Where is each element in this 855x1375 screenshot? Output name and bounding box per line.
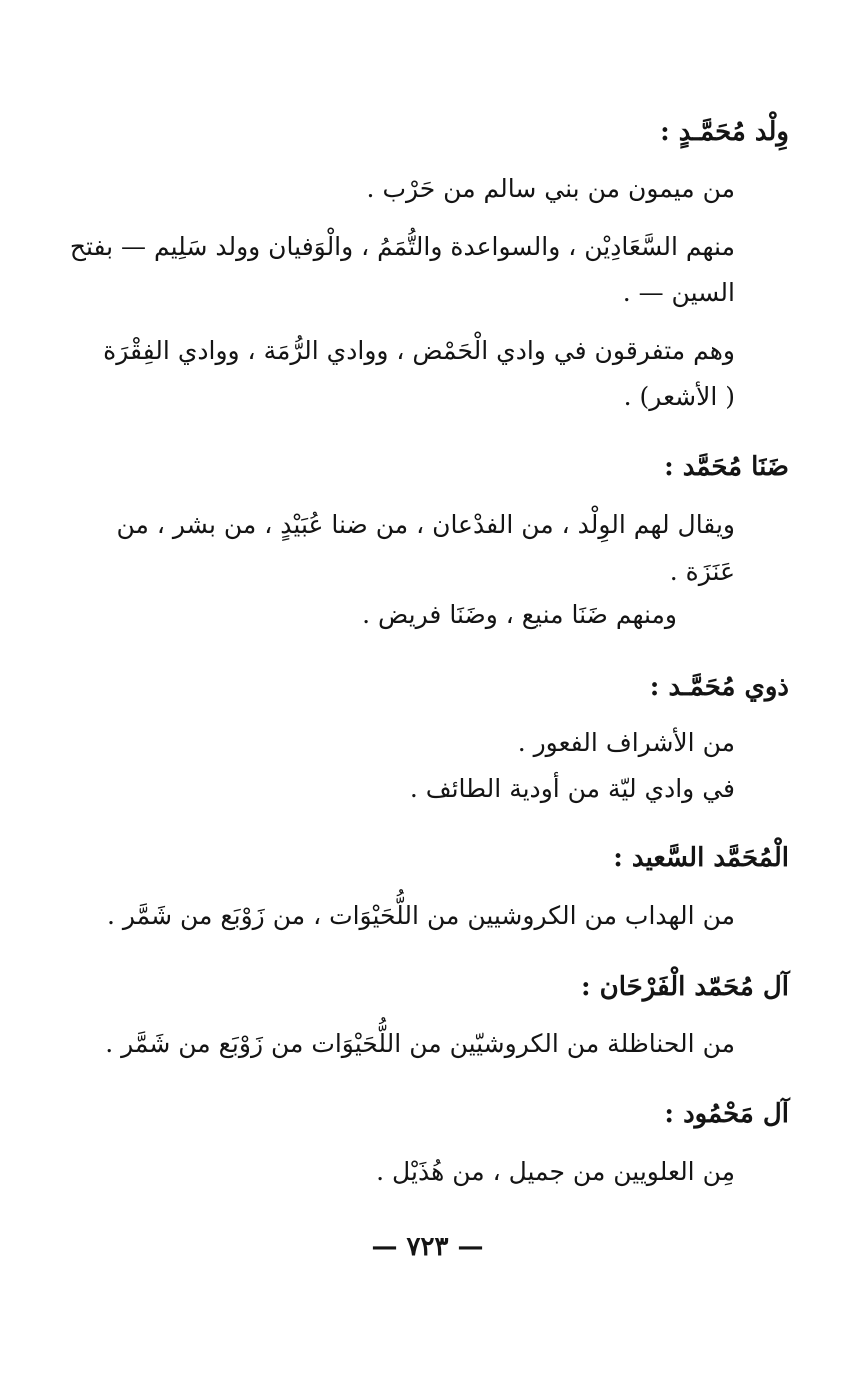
entry-text-line: مِن العلويين من جميل ، من هُذَيْل . (376, 1157, 735, 1186)
entry-heading: الْمُحَمَّد السَّعيد : (613, 843, 789, 873)
entry-text-line: ويقال لهم الوِلْد ، من الفدْعان ، من ضنا عُبَيْدٍ ، من بشر ، من (116, 510, 735, 539)
entry-heading: آل مَحْمُود : (664, 1099, 789, 1129)
entry-heading: آل مُحَمّد الْفَرْحَان : (581, 972, 789, 1002)
entry-text-line: في وادي ليّة من أودية الطائف . (409, 774, 735, 803)
entry-text-line: ( الأشعر) . (623, 382, 735, 411)
entry-text-line: السين — . (622, 278, 735, 307)
entry-text-line: ومنهم ضَنَا منيع ، وضَنَا فريض . (362, 600, 677, 629)
entry-text-line: من ميمون من بني سالم من حَرْب . (366, 174, 735, 203)
entry-text-line: منهم السَّعَادِيْن ، والسواعدة والتُّمَمُ ، والْوَفيان وولد سَلِيم — بفتح (69, 232, 735, 261)
page-number: — ٧٢٣ — (371, 1232, 484, 1262)
entry-heading: ضَنَا مُحَمَّد : (664, 452, 789, 482)
entry-heading: وِلْد مُحَمَّـدٍ : (660, 117, 789, 147)
entry-text-line: من الحناظلة من الكروشيّين من اللُّحَيْوَات من زَوْبَع من شَمَّر . (105, 1029, 735, 1058)
entry-text-line: من الأشراف الفعور . (517, 728, 735, 757)
entry-text-line: من الهداب من الكروشيين من اللُّحَيْوَات ، من زَوْبَع من شَمَّر . (106, 901, 735, 930)
entry-text-line: عَنَزَة . (669, 557, 735, 586)
entry-text-line: وهم متفرقون في وادي الْحَمْض ، ووادي الرُّمَة ، ووادي الفِقْرَة (103, 336, 735, 365)
entry-heading: ذوي مُحَمَّـد : (649, 672, 789, 702)
